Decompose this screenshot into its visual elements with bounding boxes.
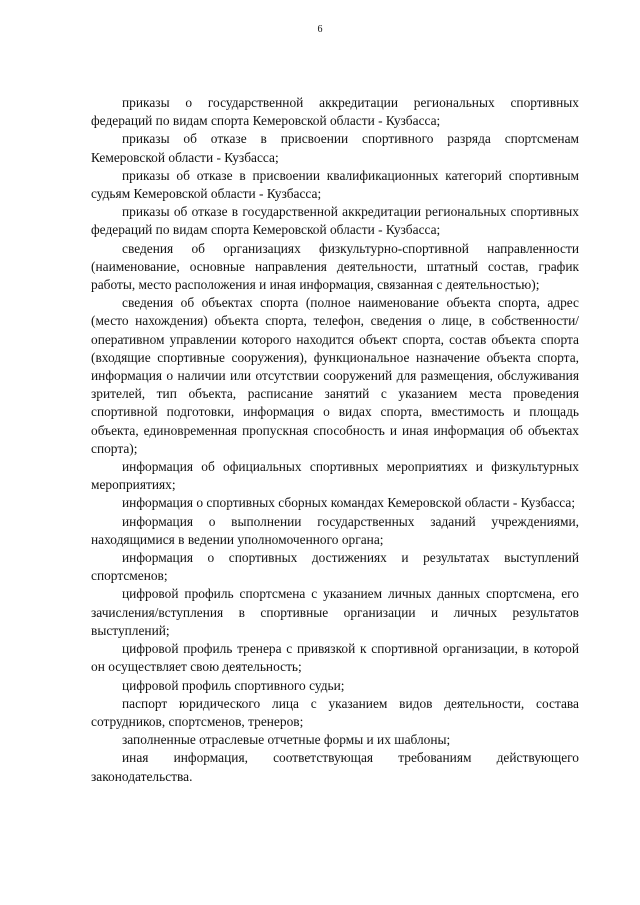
list-item: приказы об отказе в присвоении квалификационных категорий спортивным судьям Кемеровской области - Кузбасса; bbox=[91, 167, 579, 202]
list-item: приказы об отказе в присвоении спортивного разряда спортсменам Кемеровской области - Кузбасса; bbox=[91, 131, 579, 165]
list-item: информация об официальных спортивных мероприятиях и физкультурных мероприятиях; bbox=[91, 459, 579, 493]
list-item: приказы о государственной аккредитации региональных спортивных федераций по видам спорта Кемеровской области - Кузбасса; bbox=[91, 95, 579, 129]
page-number: 6 bbox=[317, 24, 323, 35]
body-text bbox=[91, 94, 579, 786]
list-item: цифровой профиль спортсмена с указанием личных данных спортсмена, его зачисления/вступления в спортивные организации и личных результатов выступлений; bbox=[91, 586, 579, 638]
list-item: информация о спортивных сборных командах Кемеровской области - Кузбасса; bbox=[122, 495, 576, 511]
list-item: цифровой профиль тренера с привязкой к спортивной организации, в которой он осуществляет свою деятельность; bbox=[91, 641, 579, 675]
list-item: информация о выполнении государственных заданий учреждениями, находящимися в ведении уполномоченного органа; bbox=[91, 513, 579, 547]
list-item: заполненные отраслевые отчетные формы и их шаблоны; bbox=[122, 732, 451, 748]
list-item: цифровой профиль спортивного судьи; bbox=[122, 677, 345, 693]
list-item: иная информация, соответствующая требованиям действующего законодательства. bbox=[91, 750, 579, 784]
list-item: сведения об объектах спорта (полное наименование объекта спорта, адрес (место нахождения) объекта спорта, телефон, сведения о лице, в собственности/оперативном управлении которого находится объект спорта, состав объекта спорта (входящие спортивные сооружения), функциональное назначение объекта спорта, информация о наличии или отсутствии сооружений для размещения, обслуживания зрителей, тип объекта, расписание занятий с указанием места проведения спортивной подготовки, информация о видах спорта, вместимость и площадь объекта, единовременная пропускная способность и иная информация об объектах спорта); bbox=[91, 295, 579, 456]
list-item: паспорт юридического лица с указанием видов деятельности, состава сотрудников, спортсменов, тренеров; bbox=[91, 695, 579, 729]
list-item: сведения об организациях физкультурно-спортивной направленности (наименование, основные направления деятельности, штатный состав, график работы, место расположения и иная информация, связанная с деятельностью); bbox=[91, 240, 579, 293]
list-item: приказы об отказе в государственной аккредитации региональных спортивных федераций по видам спорта Кемеровской области - Кузбасса; bbox=[91, 204, 579, 238]
list-item: информация о спортивных достижениях и результатах выступлений спортсменов; bbox=[91, 550, 579, 584]
